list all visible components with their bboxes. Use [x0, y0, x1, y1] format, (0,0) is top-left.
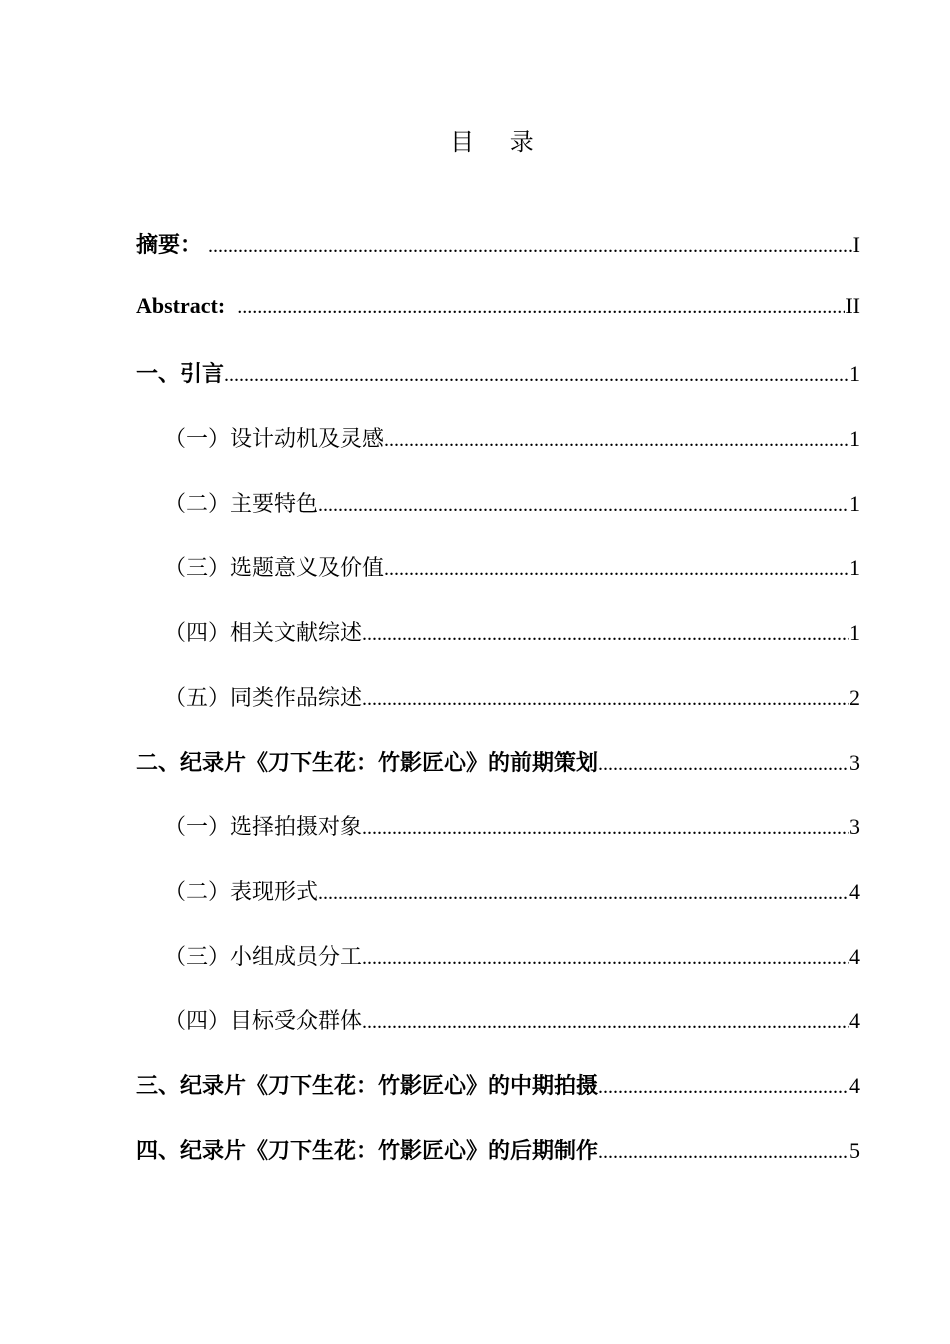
toc-leader-dots	[362, 623, 849, 646]
toc-entry[interactable]	[136, 616, 860, 681]
toc-leader-dots	[598, 753, 849, 776]
toc-page-number: 4	[849, 1072, 860, 1098]
toc-entry-label: 三、纪录片《刀下生花：竹影匠心》的中期拍摄	[136, 1073, 599, 1099]
toc-entry[interactable]	[136, 228, 860, 293]
toc-entry[interactable]	[136, 1069, 860, 1134]
toc-page-number: 5	[849, 1137, 860, 1163]
toc-page-number: 1	[849, 426, 860, 452]
toc-leader-dots	[362, 688, 849, 711]
toc-entry[interactable]	[136, 810, 860, 875]
toc-page-number: 1	[849, 555, 860, 581]
toc-page-number: 3	[849, 749, 860, 775]
toc-leader-dots	[208, 235, 853, 258]
toc-leader-dots	[384, 429, 849, 452]
toc-entry-label: （一）设计动机及灵感	[164, 427, 385, 453]
toc-page-number: I	[852, 232, 860, 257]
toc-page-number: 1	[849, 361, 860, 387]
toc-entry[interactable]	[136, 746, 860, 811]
toc-leader-dots	[362, 1011, 849, 1034]
toc-leader-dots	[598, 1141, 849, 1164]
toc-leader-dots	[318, 882, 849, 905]
toc-leader-dots	[362, 817, 849, 840]
toc-page-number: 4	[849, 943, 860, 969]
toc-page-number: 4	[849, 878, 860, 904]
toc-page-number: II	[845, 292, 860, 318]
toc-list	[136, 228, 860, 1198]
toc-entry-label: 二、纪录片《刀下生花：竹影匠心》的前期策划	[136, 750, 599, 776]
toc-page-number: 3	[849, 814, 860, 840]
toc-entry[interactable]	[136, 940, 860, 1005]
toc-entry-label: （五）同类作品综述	[164, 685, 363, 711]
toc-leader-dots	[224, 364, 849, 387]
toc-entry-label: 一、引言	[136, 362, 225, 388]
toc-leader-dots	[237, 296, 845, 319]
toc-page-number: 1	[849, 490, 860, 516]
toc-entry[interactable]	[136, 422, 860, 487]
toc-page-number: 2	[849, 684, 860, 710]
toc-entry-label: （四）相关文献综述	[164, 621, 363, 647]
toc-entry-label: （三）选题意义及价值	[164, 556, 385, 582]
toc-title: 目 录	[450, 128, 548, 156]
toc-entry-label: Abstract:	[136, 292, 226, 318]
toc-entry[interactable]	[136, 1004, 860, 1069]
toc-page-number: 4	[849, 1008, 860, 1034]
toc-leader-dots	[598, 1076, 849, 1099]
toc-entry[interactable]	[136, 551, 860, 616]
toc-leader-dots	[384, 558, 849, 581]
toc-entry-label: （四）目标受众群体	[164, 1009, 363, 1035]
toc-entry[interactable]	[136, 681, 860, 746]
toc-entry[interactable]	[136, 487, 860, 552]
toc-entry[interactable]	[136, 293, 860, 358]
toc-entry[interactable]	[136, 357, 860, 422]
toc-leader-dots	[362, 947, 849, 970]
toc-entry-label: （二）主要特色	[164, 491, 319, 517]
toc-entry[interactable]	[136, 1134, 860, 1199]
toc-page-number: 1	[849, 620, 860, 646]
toc-leader-dots	[318, 494, 849, 517]
toc-entry-label: 四、纪录片《刀下生花：竹影匠心》的后期制作	[136, 1138, 599, 1164]
toc-entry[interactable]	[136, 875, 860, 940]
toc-entry-label: （一）选择拍摄对象	[164, 815, 363, 841]
toc-entry-label: 摘要：	[136, 233, 203, 258]
toc-entry-label: （二）表现形式	[164, 879, 319, 905]
toc-entry-label: （三）小组成员分工	[164, 944, 363, 970]
